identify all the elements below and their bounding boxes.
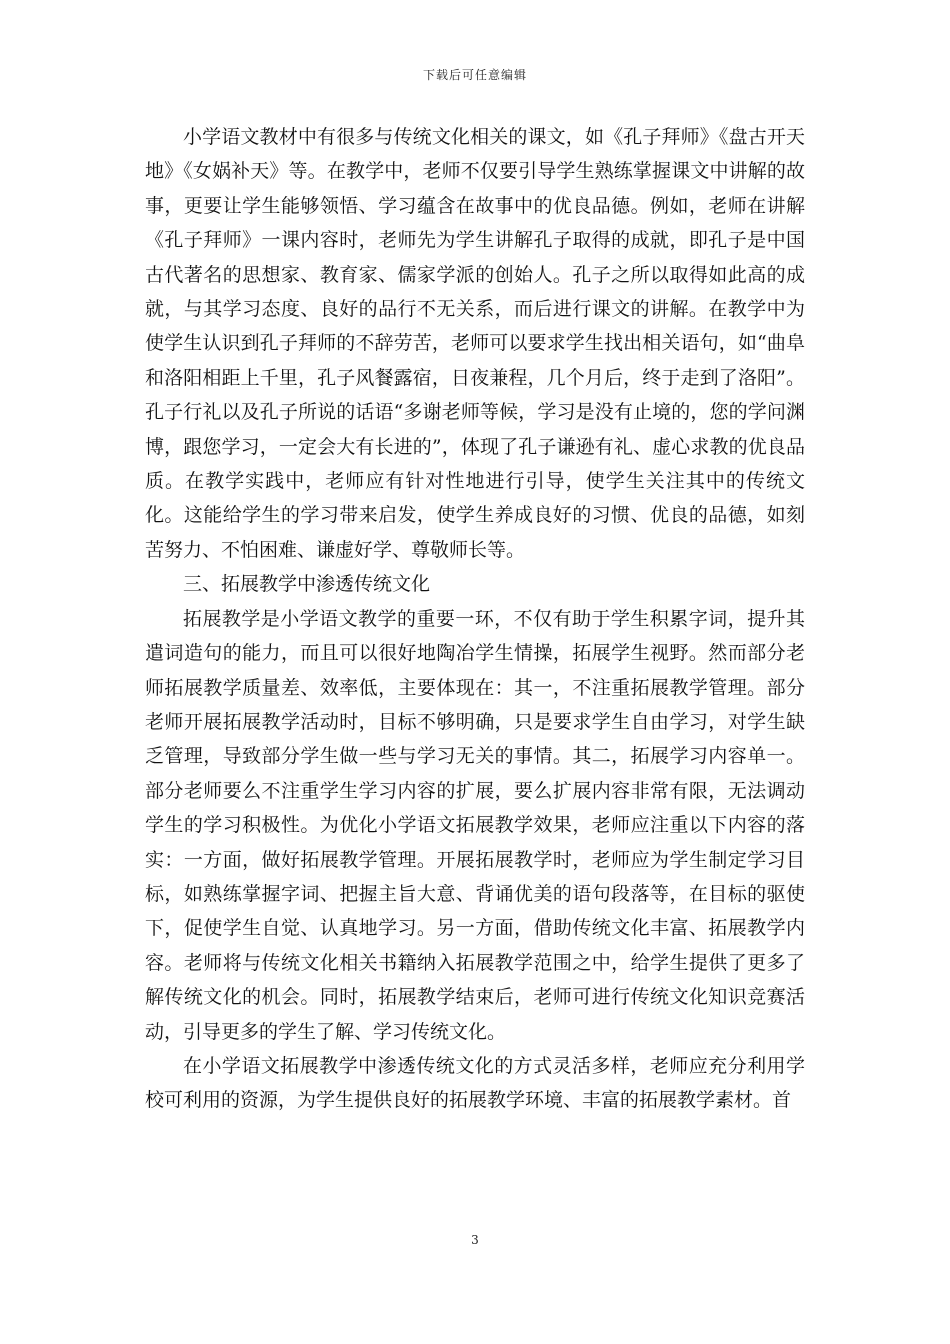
paragraph-traditional-culture-texts: 小学语文教材中有很多与传统文化相关的课文，如《孔子拜师》《盘古开天地》《女娲补天》等。在教学中，老师不仅要引导学生熟练掌握课文中讲解的故事，更要让学生能够领悟、学习蕴含在故事中的优良品德。例如，老师在讲解《孔子拜师》一课内容时，老师先为学生讲解孔子取得的成就，即孔子是中国古代著名的思想家、教育家、儒家学派的创始人。孔子之所以取得如此高的成就，与其学习态度、良好的品行不无关系，而后进行课文的讲解。在教学中为使学生认识到孔子拜师的不辞劳苦，老师可以要求学生找出相关语句，如“曲阜和洛阳相距上千里，孔子风餐露宿，日夜兼程，几个月后，终于走到了洛阳”。孔子行礼以及孔子所说的话语“多谢老师等候，学习是没有止境的，您的学问渊博，跟您学习，一定会大有长进的”，体现了孔子谦逊有礼、虚心求教的优良品质。在教学实践中，老师应有针对性地进行引导，使学生关注其中的传统文化。这能给学生的学习带来启发，使学生养成良好的习惯、优良的品德，如刻苦努力、不怕困难、谦虚好学、尊敬师长等。 — [145, 126, 805, 561]
page-number: 3 — [471, 1233, 479, 1247]
page-header: 下载后可任意编辑 — [422, 68, 527, 82]
paragraph-extension-teaching: 拓展教学是小学语文教学的重要一环，不仅有助于学生积累字词，提升其遣词造句的能力，而且可以很好地陶冶学生情操，拓展学生视野。然而部分老师拓展教学质量差、效率低，主要体现在：其一，不注重拓展教学管理。部分老师开展拓展教学活动时，目标不够明确，只是要求学生自由学习，对学生缺乏管理，导致部分学生做一些与学习无关的事情。其二，拓展学习内容单一。部分老师要么不注重学生学习内容的扩展，要么扩展内容非常有限，无法调动学生的学习积极性。为优化小学语文拓展教学效果，老师应注重以下内容的落实：一方面，做好拓展教学管理。开展拓展教学时，老师应为学生制定学习目标，如熟练掌握字词、把握主旨大意、背诵优美的语句段落等，在目标的驱使下，促使学生自觉、认真地学习。另一方面，借助传统文化丰富、拓展教学内容。老师将与传统文化相关书籍纳入拓展教学范围之中，给学生提供了更多了解传统文化的机会。同时，拓展教学结束后，老师可进行传统文化知识竞赛活动，引导更多的学生了解、学习传统文化。 — [145, 607, 805, 1043]
paragraph-extension-methods: 在小学语文拓展教学中渗透传统文化的方式灵活多样，老师应充分利用学校可利用的资源，为学生提供良好的拓展教学环境、丰富的拓展教学素材。首 — [145, 1054, 805, 1112]
section-heading-extension-teaching: 三、拓展教学中渗透传统文化 — [183, 573, 431, 596]
document-body — [145, 120, 805, 1118]
